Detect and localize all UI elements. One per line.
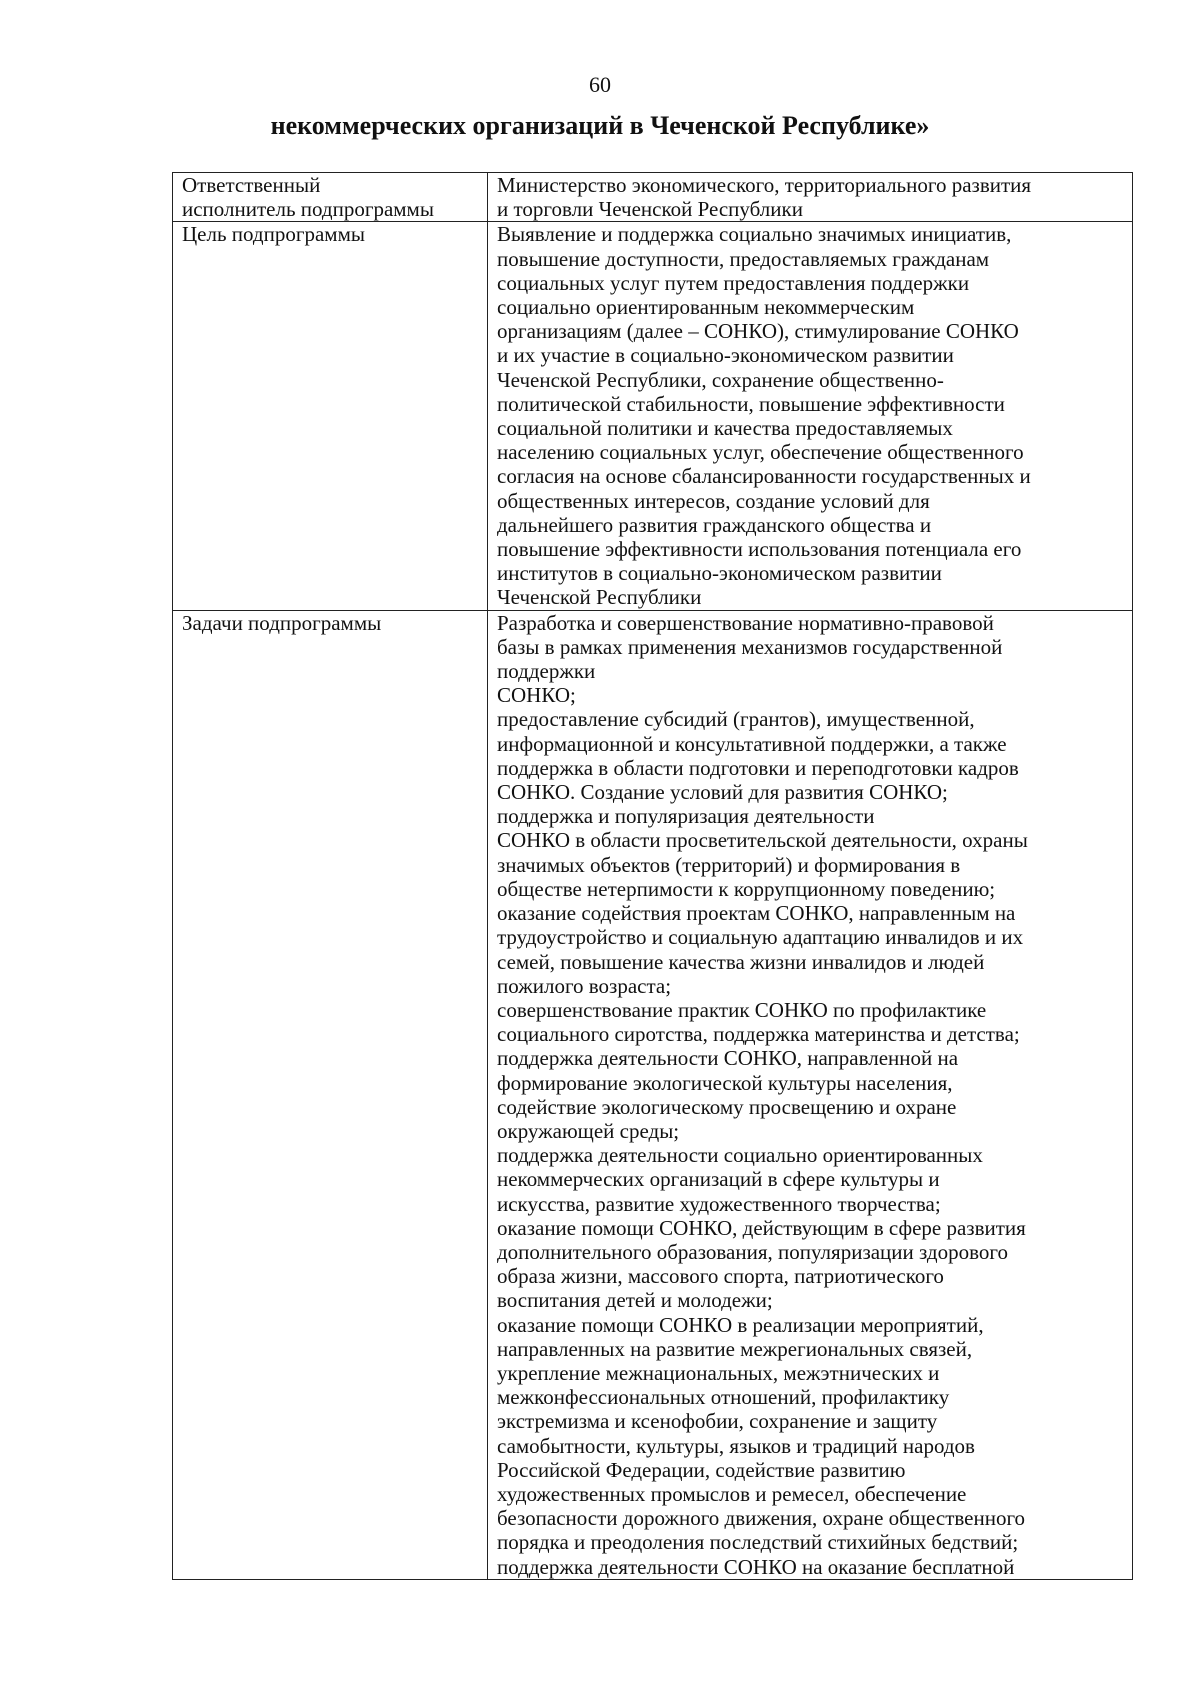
value-line: Выявление и поддержка социально значимых инициатив, <box>497 222 1012 247</box>
value-line: оказание помощи СОНКО, действующим в сфере развития <box>497 1215 1026 1240</box>
row-label-cell <box>173 222 488 610</box>
value-line: Министерство экономического, территориального развития <box>497 173 1032 197</box>
value-line: СОНКО. Создание условий для развития СОНКО; <box>497 780 948 805</box>
value-line: семей, повышение качества жизни инвалидов и людей <box>497 949 985 974</box>
row-label-cell <box>173 173 488 222</box>
value-line: социально ориентированным некоммерческим <box>497 295 915 320</box>
value-line: окружающей среды; <box>497 1118 680 1143</box>
value-line: населению социальных услуг, обеспечение общественного <box>497 440 1024 465</box>
row-label-cell <box>173 610 488 1579</box>
value-line: и торговли Чеченской Республики <box>497 197 803 222</box>
row-subprogram-goal <box>173 222 1133 610</box>
value-line: совершенствование практик СОНКО по профилактике <box>497 997 987 1022</box>
row-value-cell <box>488 222 1133 610</box>
value-line: повышение доступности, предоставляемых гражданам <box>497 246 990 271</box>
label-line: Цель подпрограммы <box>182 222 365 247</box>
value-line: базы в рамках применения механизмов государственной <box>497 634 1003 659</box>
value-line: предоставление субсидий (грантов), имущественной, <box>497 707 975 732</box>
value-line: значимых объектов (территорий) и формирования в <box>497 852 961 877</box>
value-line: поддержка деятельности СОНКО, направленной на <box>497 1046 959 1071</box>
value-line: СОНКО в области просветительской деятельности, охраны <box>497 828 1028 853</box>
value-line: повышение эффективности использования потенциала его <box>497 537 1022 562</box>
value-line: межконфессиональных отношений, профилактику <box>497 1385 950 1410</box>
value-line: организациям (далее – СОНКО), стимулирование СОНКО <box>497 319 1019 344</box>
value-line: и их участие в социально-экономическом развитии <box>497 343 954 368</box>
value-line: поддержка и популяризация деятельности <box>497 804 875 829</box>
value-line: Чеченской Республики, сохранение общественно- <box>497 367 944 392</box>
value-line: экстремизма и ксенофобии, сохранение и защиту <box>497 1409 938 1434</box>
page-number: 60 <box>589 72 611 97</box>
value-line: содействие экологическому просвещению и охране <box>497 1094 957 1119</box>
value-line: направленных на развитие межрегиональных связей, <box>497 1336 973 1361</box>
value-line: социального сиротства, поддержка материнства и детства; <box>497 1022 1020 1047</box>
value-line: СОНКО; <box>497 683 576 708</box>
value-line: некоммерческих организаций в сфере культуры и <box>497 1167 940 1192</box>
subprogram-passport-table <box>172 172 1133 1580</box>
value-line: художественных промыслов и ремесел, обеспечение <box>497 1481 967 1506</box>
value-line: оказание помощи СОНКО в реализации мероприятий, <box>497 1312 984 1337</box>
value-line: поддержки <box>497 659 596 684</box>
value-line: Чеченской Республики <box>497 585 702 610</box>
value-line: согласия на основе сбалансированности государственных и <box>497 464 1031 489</box>
value-line: порядка и преодоления последствий стихийных бедствий; <box>497 1530 1019 1555</box>
value-line: образа жизни, массового спорта, патриотического <box>497 1264 944 1289</box>
passport-table-body <box>173 173 1133 1580</box>
row-subprogram-tasks <box>173 610 1133 1579</box>
value-line: формирование экологической культуры населения, <box>497 1070 953 1095</box>
row-value-cell <box>488 173 1133 222</box>
value-line: Разработка и совершенствование нормативно-правовой <box>497 610 994 635</box>
value-line: информационной и консультативной поддержки, а также <box>497 731 1007 756</box>
label-line: исполнитель подпрограммы <box>182 197 434 222</box>
value-line: трудоустройство и социальную адаптацию инвалидов и их <box>497 925 1024 950</box>
value-line: укрепление межнациональных, межэтнических и <box>497 1360 940 1385</box>
value-line: оказание содействия проектам СОНКО, направленным на <box>497 901 1016 926</box>
value-line: поддержка в области подготовки и переподготовки кадров <box>497 755 1019 780</box>
value-line: дополнительного образования, популяризации здорового <box>497 1239 1008 1264</box>
value-line: поддержка деятельности социально ориентированных <box>497 1143 983 1168</box>
value-line: искусства, развитие художественного творчества; <box>497 1191 941 1216</box>
value-line: политической стабильности, повышение эффективности <box>497 391 1005 416</box>
value-line: безопасности дорожного движения, охране общественного <box>497 1506 1026 1531</box>
value-line: общественных интересов, создание условий для <box>497 488 930 513</box>
value-line: социальной политики и качества предоставляемых <box>497 416 953 441</box>
row-value-cell <box>488 610 1133 1579</box>
value-line: воспитания детей и молодежи; <box>497 1288 773 1313</box>
value-line: пожилого возраста; <box>497 973 672 998</box>
value-line: поддержка деятельности СОНКО на оказание бесплатной <box>497 1554 1015 1579</box>
value-line: дальнейшего развития гражданского общества и <box>497 512 932 537</box>
label-line: Ответственный <box>182 173 321 197</box>
value-line: самобытности, культуры, языков и традиций народов <box>497 1433 975 1458</box>
value-line: обществе нетерпимости к коррупционному поведению; <box>497 876 996 901</box>
label-line: Задачи подпрограммы <box>182 610 382 635</box>
row-responsible-executor <box>173 173 1133 222</box>
page-title: некоммерческих организаций в Чеченской Республике» <box>270 111 930 140</box>
value-line: институтов в социально-экономическом развитии <box>497 561 942 586</box>
value-line: социальных услуг путем предоставления поддержки <box>497 270 970 295</box>
value-line: Российской Федерации, содействие развитию <box>497 1457 906 1482</box>
